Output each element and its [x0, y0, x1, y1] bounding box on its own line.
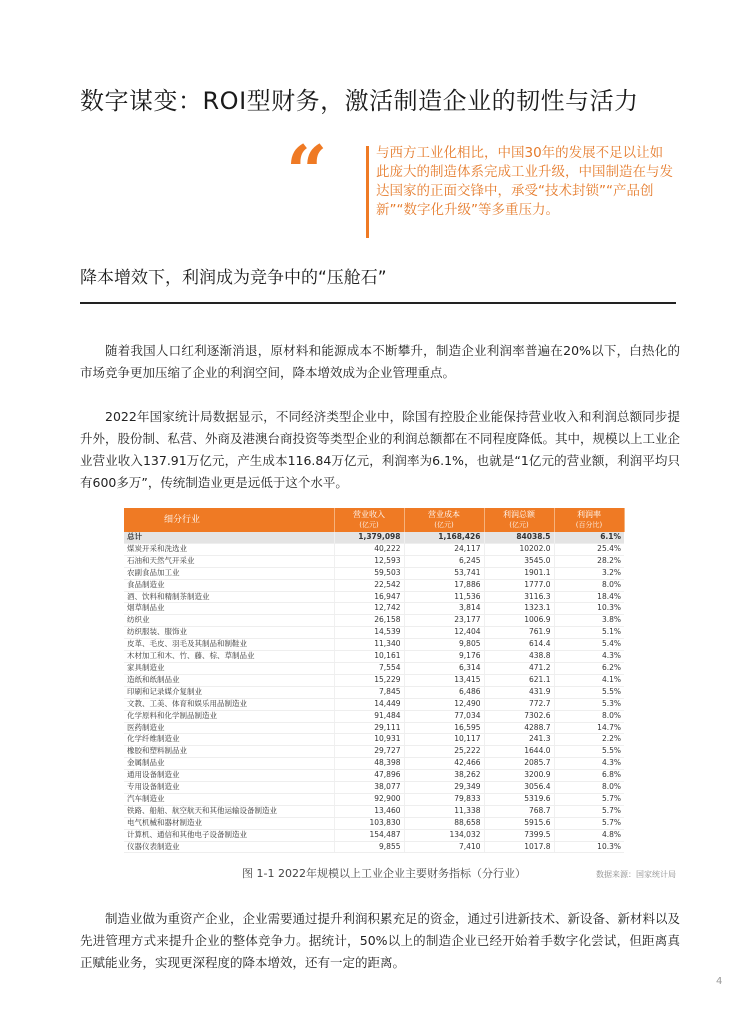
table-row [124, 674, 624, 686]
table-row [124, 817, 624, 829]
cell-profit: 10202.0 [484, 543, 554, 555]
table-row [124, 722, 624, 734]
cell-margin: 5.4% [554, 639, 624, 651]
cell-cost: 25,222 [404, 746, 484, 758]
data-source: 数据来源：国家统计局 [596, 870, 676, 879]
cell-profit: 3116.3 [484, 591, 554, 603]
cell-margin: 8.0% [554, 710, 624, 722]
table-row [124, 603, 624, 615]
cell-revenue: 10,161 [334, 651, 404, 663]
cell-name: 农副食品加工业 [124, 567, 334, 579]
cell-revenue: 154,487 [334, 829, 404, 841]
table-row [124, 662, 624, 674]
pull-quote: 与西方工业化相比，中国30年的发展不足以让如此庞大的制造体系完成工业升级，中国制造在与发达国家的正面交锋中，承受“技术封锁”“产品创新”“数字化升级”等多重压力。 [376, 145, 673, 218]
cell-profit: 1006.9 [484, 615, 554, 627]
table-row [124, 639, 624, 651]
cell-profit: 621.1 [484, 674, 554, 686]
cell-margin: 5.5% [554, 686, 624, 698]
cell-name: 食品制造业 [124, 579, 334, 591]
cell-name: 造纸和纸制品业 [124, 674, 334, 686]
header-revenue: 营业收入 (亿元) [334, 508, 404, 532]
cell-revenue: 103,830 [334, 817, 404, 829]
cell-revenue: 13,460 [334, 805, 404, 817]
cell-cost: 24,117 [404, 543, 484, 555]
cell-cost: 6,245 [404, 555, 484, 567]
cell-profit: 772.7 [484, 698, 554, 710]
table-row [124, 710, 624, 722]
cell-margin: 3.8% [554, 615, 624, 627]
table-row [124, 698, 624, 710]
cell-margin: 4.3% [554, 651, 624, 663]
cell-name: 仪器仪表制造业 [124, 841, 334, 853]
body-paragraph-3: 制造业做为重资产企业，企业需要通过提升利润积累充足的资金，通过引进新技术、新设备、新材料以及先进管理方式来提升企业的整体竞争力。据统计，50%以上的制造企业已经开始着手数字化尝试，但距离真正赋能业务，实现更深程度的降本增效，还有一定的距离。 [80, 911, 681, 970]
cell-name: 医药制造业 [124, 722, 334, 734]
cell-name: 铁路、船舶、航空航天和其他运输设备制造业 [124, 805, 334, 817]
cell-profit: 768.7 [484, 805, 554, 817]
table-row [124, 555, 624, 567]
cell-profit: 2085.7 [484, 758, 554, 770]
cell-revenue: 14,449 [334, 698, 404, 710]
table-row [124, 591, 624, 603]
cell-name: 汽车制造业 [124, 793, 334, 805]
cell-revenue: 38,077 [334, 782, 404, 794]
cell-name: 化学原料和化学制品制造业 [124, 710, 334, 722]
cell-margin: 6.2% [554, 662, 624, 674]
cell-profit: 3545.0 [484, 555, 554, 567]
cell-profit: 3200.9 [484, 770, 554, 782]
cell-revenue: 14,539 [334, 627, 404, 639]
cell-profit: 471.2 [484, 662, 554, 674]
header-margin: 利润率 (百分比) [554, 508, 624, 532]
table-row [124, 686, 624, 698]
header-cost: 营业成本 (亿元) [404, 508, 484, 532]
cell-cost: 79,833 [404, 793, 484, 805]
cell-revenue: 47,896 [334, 770, 404, 782]
cell-cost: 9,176 [404, 651, 484, 663]
table-row [124, 734, 624, 746]
table-row [124, 841, 624, 853]
cell-cost: 23,177 [404, 615, 484, 627]
cell-name: 煤炭开采和洗选业 [124, 543, 334, 555]
cell-name: 纺织服装、服饰业 [124, 627, 334, 639]
cell-margin: 5.5% [554, 746, 624, 758]
cell-name: 木材加工和木、竹、藤、棕、草制品业 [124, 651, 334, 663]
cell-profit: 5915.6 [484, 817, 554, 829]
table-row [124, 805, 624, 817]
table-row [124, 793, 624, 805]
cell-revenue: 16,947 [334, 591, 404, 603]
cell-name: 文教、工美、体育和娱乐用品制造业 [124, 698, 334, 710]
cell-cost: 134,032 [404, 829, 484, 841]
cell-revenue: 1,379,098 [334, 532, 404, 543]
cell-margin: 5.7% [554, 793, 624, 805]
page-number: 4 [716, 976, 723, 987]
table-row [124, 829, 624, 841]
cell-margin: 6.8% [554, 770, 624, 782]
cell-cost: 9,805 [404, 639, 484, 651]
cell-cost: 6,486 [404, 686, 484, 698]
table-row [124, 543, 624, 555]
table-row [124, 758, 624, 770]
cell-profit: 431.9 [484, 686, 554, 698]
cell-profit: 5319.6 [484, 793, 554, 805]
cell-revenue: 10,931 [334, 734, 404, 746]
cell-cost: 29,349 [404, 782, 484, 794]
quote-mark-icon: “ [286, 129, 328, 214]
table-row [124, 770, 624, 782]
cell-cost: 3,814 [404, 603, 484, 615]
cell-profit: 84038.5 [484, 532, 554, 543]
cell-name: 电气机械和器材制造业 [124, 817, 334, 829]
cell-revenue: 22,542 [334, 579, 404, 591]
table-row [124, 567, 624, 579]
cell-name: 计算机、通信和其他电子设备制造业 [124, 829, 334, 841]
quote-divider [366, 146, 369, 238]
cell-revenue: 40,222 [334, 543, 404, 555]
cell-margin: 2.2% [554, 734, 624, 746]
cell-profit: 1777.0 [484, 579, 554, 591]
cell-revenue: 7,845 [334, 686, 404, 698]
page-title: 数字谋变：ROI型财务，激活制造企业的韧性与活力 [80, 87, 639, 115]
section-divider [80, 302, 676, 304]
table-row [124, 532, 624, 543]
table-row [124, 627, 624, 639]
table-row [124, 615, 624, 627]
cell-revenue: 9,855 [334, 841, 404, 853]
header-profit: 利润总额 (亿元) [484, 508, 554, 532]
cell-cost: 88,658 [404, 817, 484, 829]
cell-name: 家具制造业 [124, 662, 334, 674]
cell-revenue: 59,503 [334, 567, 404, 579]
cell-name: 印刷和记录媒介复制业 [124, 686, 334, 698]
cell-cost: 38,262 [404, 770, 484, 782]
cell-name: 纺织业 [124, 615, 334, 627]
cell-name: 烟草制品业 [124, 603, 334, 615]
cell-margin: 4.8% [554, 829, 624, 841]
cell-margin: 3.2% [554, 567, 624, 579]
cell-name: 总计 [124, 532, 334, 543]
header-industry: 细分行业 [124, 508, 334, 532]
cell-profit: 1901.1 [484, 567, 554, 579]
cell-cost: 42,466 [404, 758, 484, 770]
table-row [124, 651, 624, 663]
cell-profit: 1323.1 [484, 603, 554, 615]
table-row [124, 579, 624, 591]
cell-profit: 7302.6 [484, 710, 554, 722]
cell-margin: 10.3% [554, 841, 624, 853]
cell-margin: 25.4% [554, 543, 624, 555]
cell-margin: 4.1% [554, 674, 624, 686]
cell-revenue: 11,340 [334, 639, 404, 651]
cell-name: 金属制品业 [124, 758, 334, 770]
cell-margin: 5.7% [554, 805, 624, 817]
body-paragraph-1: 随着我国人口红利逐渐消退，原材料和能源成本不断攀升，制造企业利润率普遍在20%以下，白热化的市场竞争更加压缩了企业的利润空间，降本增效成为企业管理重点。 [80, 343, 680, 380]
cell-cost: 11,338 [404, 805, 484, 817]
cell-cost: 1,168,426 [404, 532, 484, 543]
cell-name: 酒、饮料和精制茶制造业 [124, 591, 334, 603]
cell-margin: 6.1% [554, 532, 624, 543]
cell-revenue: 91,484 [334, 710, 404, 722]
cell-margin: 5.7% [554, 817, 624, 829]
cell-cost: 7,410 [404, 841, 484, 853]
cell-margin: 5.1% [554, 627, 624, 639]
cell-cost: 10,117 [404, 734, 484, 746]
cell-cost: 11,536 [404, 591, 484, 603]
cell-cost: 12,490 [404, 698, 484, 710]
table-row [124, 746, 624, 758]
cell-revenue: 48,398 [334, 758, 404, 770]
cell-profit: 241.3 [484, 734, 554, 746]
cell-profit: 4288.7 [484, 722, 554, 734]
cell-margin: 5.3% [554, 698, 624, 710]
cell-profit: 1017.8 [484, 841, 554, 853]
financial-table [124, 508, 624, 853]
table-row [124, 782, 624, 794]
cell-revenue: 15,229 [334, 674, 404, 686]
cell-margin: 18.4% [554, 591, 624, 603]
cell-name: 橡胶和塑料制品业 [124, 746, 334, 758]
cell-margin: 10.3% [554, 603, 624, 615]
cell-revenue: 92,900 [334, 793, 404, 805]
cell-name: 通用设备制造业 [124, 770, 334, 782]
cell-revenue: 12,742 [334, 603, 404, 615]
cell-cost: 16,595 [404, 722, 484, 734]
cell-margin: 8.0% [554, 579, 624, 591]
cell-revenue: 29,111 [334, 722, 404, 734]
cell-profit: 7399.5 [484, 829, 554, 841]
figure-caption: 图 1-1 2022年规模以上工业企业主要财务指标（分行业） [242, 867, 526, 880]
section-heading: 降本增效下，利润成为竞争中的“压舱石” [80, 268, 387, 288]
cell-margin: 28.2% [554, 555, 624, 567]
cell-profit: 1644.0 [484, 746, 554, 758]
table-body [124, 532, 624, 853]
cell-margin: 8.0% [554, 782, 624, 794]
cell-revenue: 7,554 [334, 662, 404, 674]
cell-revenue: 29,727 [334, 746, 404, 758]
cell-name: 专用设备制造业 [124, 782, 334, 794]
cell-cost: 77,034 [404, 710, 484, 722]
cell-name: 皮革、毛皮、羽毛及其制品和制鞋业 [124, 639, 334, 651]
cell-margin: 4.3% [554, 758, 624, 770]
table-header-row [124, 508, 624, 532]
cell-profit: 614.4 [484, 639, 554, 651]
body-paragraph-2: 2022年国家统计局数据显示，不同经济类型企业中，除国有控股企业能保持营业收入和利润总额同步提升外，股份制、私营、外商及港澳台商投资等类型企业的利润总额都在不同程度降低。其中，规模以上工业企业营业收入137.91万亿元，产生成本116.84万亿元，利润率为6.1%，也就是“1亿元的营业额，利润平均只有600多万”，传统制造业更是远低于这个水平。 [80, 409, 681, 490]
cell-profit: 438.8 [484, 651, 554, 663]
cell-name: 化学纤维制造业 [124, 734, 334, 746]
cell-profit: 3056.4 [484, 782, 554, 794]
cell-revenue: 12,593 [334, 555, 404, 567]
cell-revenue: 26,158 [334, 615, 404, 627]
cell-profit: 761.9 [484, 627, 554, 639]
cell-cost: 6,314 [404, 662, 484, 674]
cell-margin: 14.7% [554, 722, 624, 734]
cell-cost: 12,404 [404, 627, 484, 639]
cell-cost: 17,886 [404, 579, 484, 591]
cell-name: 石油和天然气开采业 [124, 555, 334, 567]
cell-cost: 53,741 [404, 567, 484, 579]
cell-cost: 13,415 [404, 674, 484, 686]
